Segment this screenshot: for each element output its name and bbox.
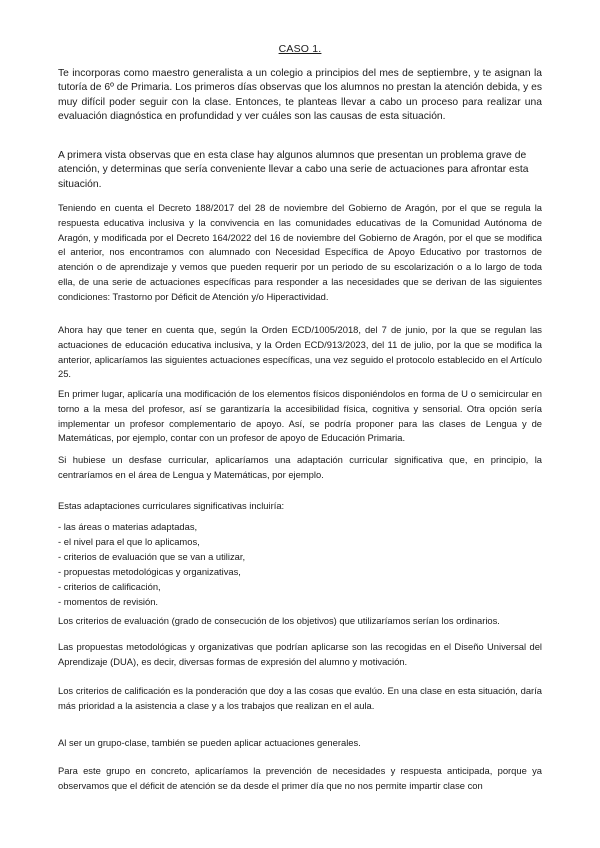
- list-item: - criterios de evaluación que se van a utilizar,: [58, 550, 246, 562]
- paragraph-group-prevention: Para este grupo en concreto, aplicaríamos la prevención de necesidades y respuesta anticipada, porque ya observamos que el déficit de atención se da desde el primer día que no nos permite impartir clase con: [58, 765, 542, 791]
- paragraph-decree: Teniendo en cuenta el Decreto 188/2017 del 28 de noviembre del Gobierno de Aragón, por el que se regula la respuesta educativa inclusiva y la convivencia en las comunidades educativas de la Comunidad Autónoma de Aragón, y modificada por el Decreto 164/2022 del 16 de noviembre del Gobierno de Aragón, por el que se modifica el anterior, nos encontramos con alumnado con Necesidad Específica de Apoyo Educativo por trastornos de atención o de aprendizaje y vemos que pueden requerir por un periodo de su escolarización o a lo largo de toda ella, de una serie de actuaciones específicas para responder a las necesidades que se derivan de las siguientes condiciones: Trastorno por Déficit de Atención y/o Hiperactividad.: [58, 202, 542, 302]
- paragraph-evaluation-criteria: Los criterios de evaluación (grado de consecución de los objetivos) que utilizaríamos serían los ordinarios.: [58, 615, 500, 626]
- paragraph-adaptations-intro: Estas adaptaciones curriculares significativas incluiría:: [58, 500, 285, 511]
- document-title: CASO 1.: [278, 43, 322, 55]
- paragraph-order: Ahora hay que tener en cuenta que, según la Orden ECD/1005/2018, del 7 de junio, por la que se regulan las actuaciones de educación educativa inclusiva, y la Orden ECD/913/2023, del 11 de julio, por la que se modifica la anterior, aplicaríamos las siguientes actuaciones específicas, una vez seguido el protocolo establecido en el Artículo 25.: [58, 324, 542, 380]
- list-item: - criterios de calificación,: [58, 580, 161, 592]
- list-item: - propuestas metodológicas y organizativas,: [58, 565, 241, 577]
- paragraph-curricular-gap: Si hubiese un desfase curricular, aplicaríamos una adaptación curricular significativa que, en principio, la centraríamos en el área de Lengua y Matemáticas, por ejemplo.: [58, 454, 542, 480]
- paragraph-measures: En primer lugar, aplicaría una modificación de los elementos físicos disponiéndolos en forma de U o semicircular en torno a la mesa del profesor, así se garantizaría la accesibilidad física, cognitiva y sensorial. Otra opción sería implementar un profesor complementario de apoyo. Así, se podría proponer para las clases de Lengua y de Matemáticas, por ejemplo, contar con un profesor de apoyo de Educación Primaria.: [58, 388, 542, 444]
- paragraph-methodology: Las propuestas metodológicas y organizativas que podrían aplicarse son las recogidas en el Diseño Universal del Aprendizaje (DUA), es decir, diversas formas de expresión del alumno y motivación.: [58, 641, 542, 667]
- paragraph-general-actions: Al ser un grupo-clase, también se pueden aplicar actuaciones generales.: [58, 737, 361, 748]
- paragraph-grading: Los criterios de calificación es la ponderación que doy a las cosas que evalúo. En una clase en esta situación, daría más prioridad a la asistencia a clase y a los trabajos que realizan en el aula.: [58, 685, 542, 711]
- list-item: - momentos de revisión.: [58, 595, 159, 607]
- adaptations-list: [58, 520, 542, 609]
- paragraph-intro: Te incorporas como maestro generalista a un colegio a principios del mes de septiembre, y te asignan la tutoría de 6º de Primaria. Los primeros días observas que los alumnos no prestan la atención debida, y es muy difícil poder seguir con la clase. Entonces, te planteas llevar a cabo un proceso para realizar una evaluación diagnóstica en profundidad y ver cuáles son las causas de esta situación.: [58, 68, 542, 123]
- list-item: - las áreas o materias adaptadas,: [58, 521, 198, 532]
- list-item: - el nivel para el que lo aplicamos,: [58, 535, 200, 547]
- paragraph-observation: A primera vista observas que en esta clase hay algunos alumnos que presentan un problema grave de atención, y determinas que sería conveniente llevar a cabo una serie de actuaciones para afrontar esta situación.: [58, 150, 529, 190]
